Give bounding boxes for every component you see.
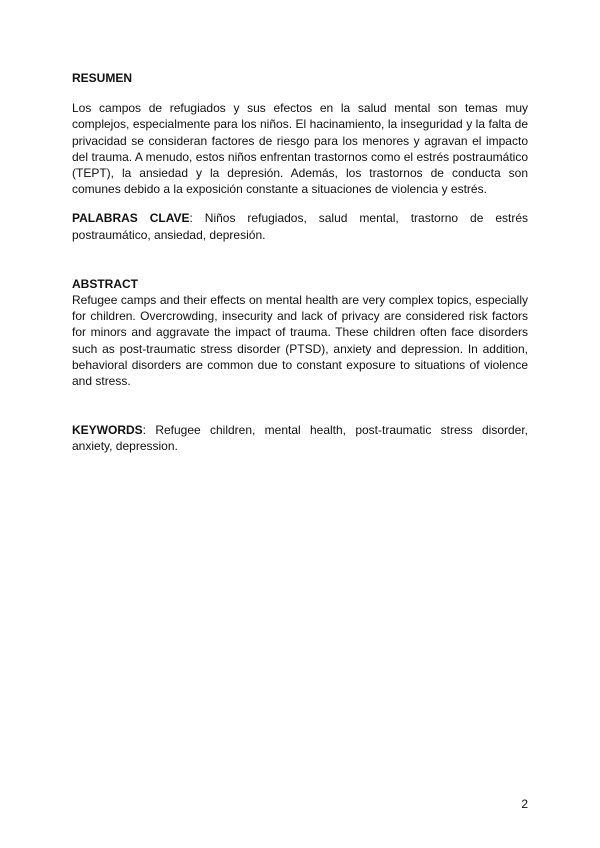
abstract-heading: ABSTRACT [72,276,138,291]
palabras-clave-text: : Niños refugiados, salud mental, trastorno de estrés postraumático, ansiedad, depresión. [72,211,528,242]
page-number: 2 [521,797,528,811]
palabras-clave-line [72,210,528,242]
abstract-paragraph: Refugee camps and their effects on mental health are very complex topics, especially for children. Overcrowding, insecurity and lack of privacy are considered risk factors for minors and aggravate the impact of trauma. These children often face disorders such as post-traumatic stress disorder (PTSD), anxiety and depression. In addition, behavioral disorders are common due to constant exposure to situations of violence and stress. [72,293,528,389]
document-page [72,70,528,455]
keywords-text: : Refugee children, mental health, post-traumatic stress disorder, anxiety, depression. [72,423,528,454]
palabras-clave-label: PALABRAS CLAVE [72,211,190,226]
resumen-paragraph: Los campos de refugiados y sus efectos en la salud mental son temas muy complejos, especialmente para los niños. El hacinamiento, la inseguridad y la falta de privacidad se consideran factores de riesgo para los menores y agravan el impacto del trauma. A menudo, estos niños enfrentan trastornos como el estrés postraumático (TEPT), la ansiedad y la depresión. Además, los trastornos de conducta son comunes debido a la exposición constante a situaciones de violencia y estrés. [72,101,528,197]
keywords-line [72,422,528,454]
keywords-label: KEYWORDS [72,423,143,438]
resumen-heading: RESUMEN [72,71,133,85]
